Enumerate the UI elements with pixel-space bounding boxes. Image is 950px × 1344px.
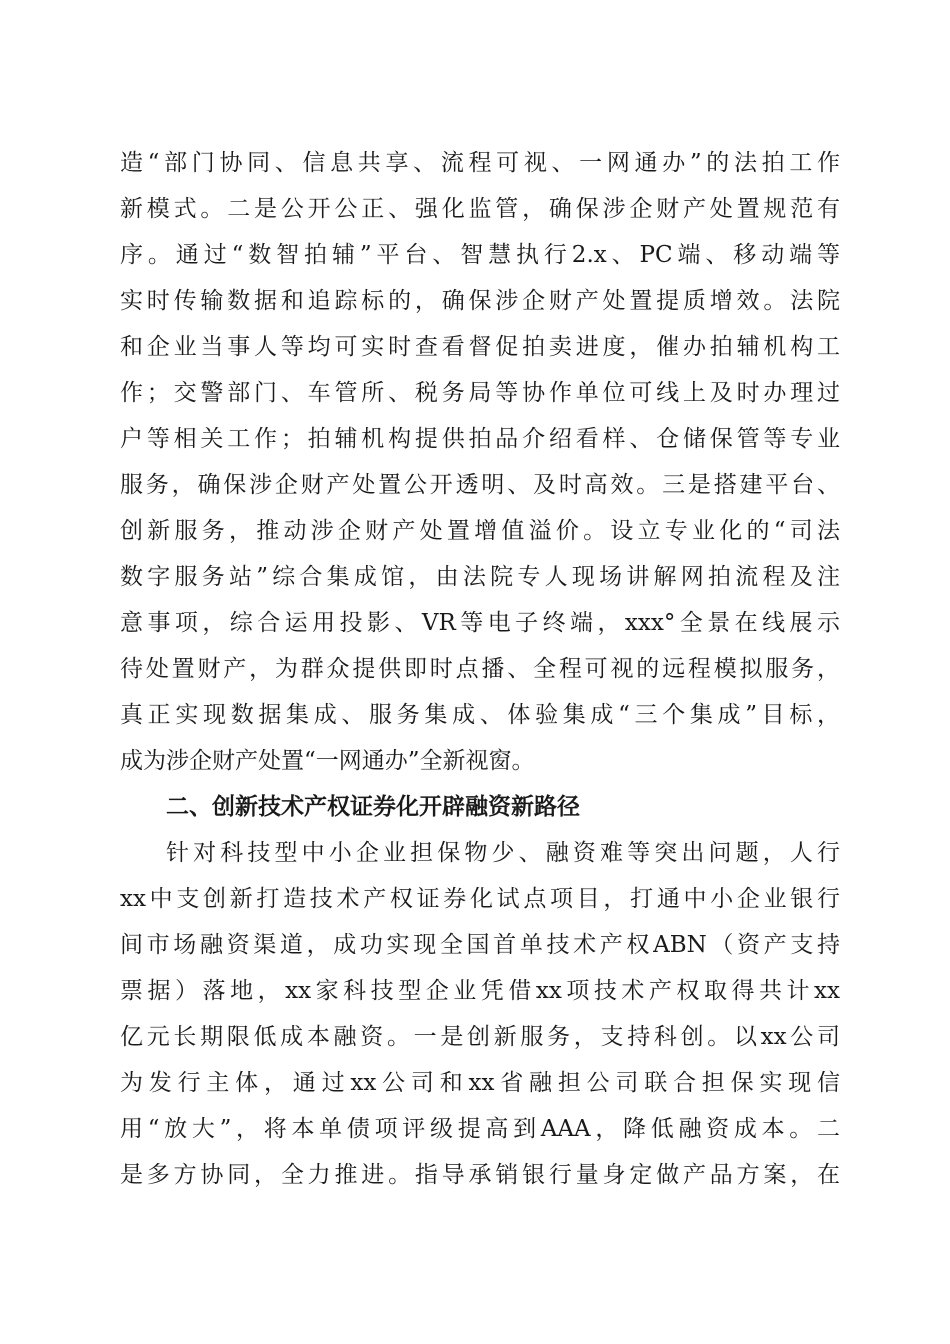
paragraph-line: 票据）落地，xx家科技型企业凭借xx项技术产权取得共计xx bbox=[120, 978, 840, 1004]
paragraph-line: 序。通过“数智拍辅”平台、智慧执行2.x、PC端、移动端等 bbox=[120, 242, 840, 268]
paragraph-line: 创新服务，推动涉企财产处置增值溢价。设立专业化的“司法 bbox=[120, 518, 840, 544]
paragraph-line: 新模式。二是公开公正、强化监管，确保涉企财产处置规范有 bbox=[120, 196, 840, 222]
paragraph-line: 成为涉企财产处置“一网通办”全新视窗。 bbox=[120, 748, 535, 774]
paragraph-line: 户等相关工作；拍辅机构提供拍品介绍看样、仓储保管等专业 bbox=[120, 426, 840, 452]
paragraph-line: xx中支创新打造技术产权证券化试点项目，打通中小企业银行 bbox=[120, 886, 840, 912]
paragraph-line: 实时传输数据和追踪标的，确保涉企财产处置提质增效。法院 bbox=[120, 288, 840, 314]
paragraph-line: 为发行主体，通过xx公司和xx省融担公司联合担保实现信 bbox=[120, 1070, 840, 1096]
paragraph-line: 间市场融资渠道，成功实现全国首单技术产权ABN（资产支持 bbox=[120, 932, 840, 958]
paragraph-line: 服务，确保涉企财产处置公开透明、及时高效。三是搭建平台、 bbox=[120, 472, 840, 498]
paragraph-line: 亿元长期限低成本融资。一是创新服务，支持科创。以xx公司 bbox=[120, 1024, 840, 1050]
paragraph-line: 数字服务站”综合集成馆，由法院专人现场讲解网拍流程及注 bbox=[120, 564, 840, 590]
paragraph-line: 用“放大”，将本单债项评级提高到AAA，降低融资成本。二 bbox=[120, 1116, 840, 1142]
paragraph-line: 待处置财产，为群众提供即时点播、全程可视的远程模拟服务， bbox=[120, 656, 840, 682]
paragraph-line: 意事项，综合运用投影、VR等电子终端，xxx°全景在线展示 bbox=[120, 610, 840, 636]
paragraph-line: 作；交警部门、车管所、税务局等协作单位可线上及时办理过 bbox=[120, 380, 840, 406]
paragraph-line: 针对科技型中小企业担保物少、融资难等突出问题，人行 bbox=[166, 840, 840, 866]
paragraph-line: 和企业当事人等均可实时查看督促拍卖进度，催办拍辅机构工 bbox=[120, 334, 840, 360]
paragraph-line: 是多方协同，全力推进。指导承销银行量身定做产品方案，在 bbox=[120, 1162, 840, 1188]
section-heading: 二、创新技术产权证券化开辟融资新路径 bbox=[166, 794, 580, 820]
paragraph-line: 真正实现数据集成、服务集成、体验集成“三个集成”目标， bbox=[120, 702, 840, 728]
paragraph-line: 造“部门协同、信息共享、流程可视、一网通办”的法拍工作 bbox=[120, 150, 840, 176]
